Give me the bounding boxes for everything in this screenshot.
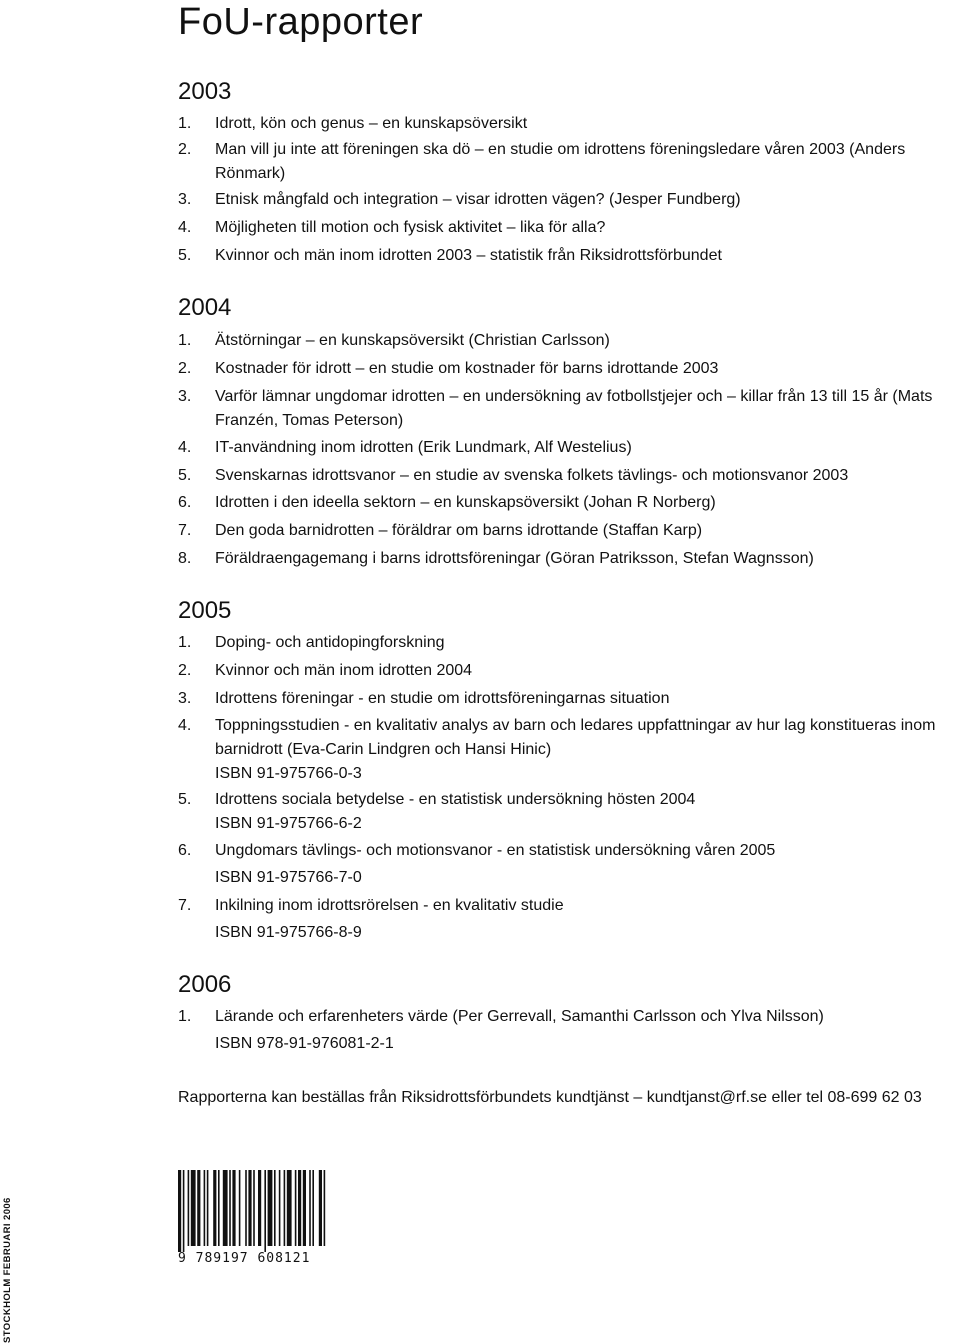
list-item: 4. Möjligheten till motion och fysisk aktivitet – lika för alla? [178,219,606,236]
barcode-bar [312,1170,314,1246]
barcode-bar [279,1170,281,1246]
barcode-bar [287,1170,292,1246]
isbn: ISBN 91-975766-6-2 [215,815,362,832]
barcode-bar [191,1170,196,1246]
list-item: 5. Idrottens sociala betydelse - en statistisk undersökning hösten 2004 ISBN 91-975766-6-2 [178,788,948,836]
barcode-bar [295,1170,297,1246]
list-item: 5. Kvinnor och män inom idrotten 2003 – statistik från Riksidrottsförbundet [178,247,722,264]
barcode-bar [253,1170,255,1246]
year-heading-2005: 2005 [178,597,232,624]
barcode-bar [232,1170,235,1246]
list-item: 3. Etnisk mångfald och integration – visar idrotten vägen? (Jesper Fundberg) [178,191,741,208]
barcode-bar [258,1170,261,1246]
barcode-bar [284,1170,286,1246]
barcode-bar [274,1170,276,1246]
barcode-bar [207,1170,209,1246]
barcode-bar [245,1170,247,1246]
list-item: 2. Man vill ju inte att föreningen ska dö – en studie om idrottens föreningsledare våren 2003 (Anders Rönmark) [178,141,906,182]
year-heading-2004: 2004 [178,294,232,321]
barcode-bar [239,1170,241,1246]
list-item: 3. Varför lämnar ungdomar idrotten – en undersökning av fotbollstjejer och – killar från 13 till 15 år (Mats Franzén, Tomas Peterson) [178,388,933,429]
imprint-vertical: STOCKHOLM FEBRUARI 2006 [2,1197,13,1343]
barcode-bar [324,1170,326,1246]
barcode-bar [178,1170,181,1252]
list-item: 2. Kostnader för idrott – en studie om kostnader för barns idrottande 2003 [178,360,719,377]
barcode-bar [197,1170,200,1246]
barcode-bar [218,1170,220,1246]
barcode-bar [298,1170,301,1246]
barcode-bar [183,1170,185,1252]
list-item: 6. Idrotten i den ideella sektorn – en kunskapsöversikt (Johan R Norberg) [178,494,716,511]
list-item: 6. Ungdomars tävlings- och motionsvanor - en statistisk undersökning våren 2005 ISBN 91-975766-7-0 [178,839,948,890]
barcode-digits: 9 789197 608121 [178,1251,311,1266]
list-item: 1. Doping- och antidopingforskning [178,634,445,651]
barcode-bar [268,1170,273,1246]
list-item: 1. Ätstörningar – en kunskapsöversikt (Christian Carlsson) [178,332,610,349]
year-heading-2003: 2003 [178,78,232,105]
isbn: ISBN 91-975766-8-9 [215,924,362,941]
year-heading-2006: 2006 [178,971,232,998]
barcode-bar [188,1170,190,1246]
isbn: ISBN 978-91-976081-2-1 [215,1035,394,1052]
list-item: 1. Idrott, kön och genus – en kunskapsöversikt [178,115,528,132]
list-item: 1. Lärande och erfarenheters värde (Per Gerrevall, Samanthi Carlsson och Ylva Nilsson) ISBN 978-91-976081-2-1 [178,1005,948,1056]
list-item: 2. Kvinnor och män inom idrotten 2004 [178,662,473,679]
page-title: FoU-rapporter [178,1,424,43]
barcode-bar [213,1170,216,1246]
list-item: 4. Toppningsstudien - en kvalitativ analys av barn och ledares uppfattningar av hur lag konstitueras inom barnidrott (Eva-Carin Lindgren och Hansi Hinic) ISBN 91-975766-0-3 [178,714,948,786]
barcode-bar [229,1170,231,1246]
barcode-bar [264,1170,266,1252]
barcode-bar [223,1170,228,1246]
isbn: ISBN 91-975766-7-0 [215,869,362,886]
barcode-graphic [172,1168,332,1252]
list-item: 4. IT-användning inom idrotten (Erik Lundmark, Alf Westelius) [178,439,632,456]
isbn: ISBN 91-975766-0-3 [215,765,362,782]
barcode-bar [303,1170,306,1246]
list-item: 7. Den goda barnidrotten – föräldrar om barns idrottande (Staffan Karp) [178,522,703,539]
barcode-bar [309,1170,311,1246]
list-item: 5. Svenskarnas idrottsvanor – en studie av svenska folkets tävlings- och motionsvanor 2003 [178,467,849,484]
barcode-bar [204,1170,206,1246]
list-item: 7. Inkilning inom idrottsrörelsen - en kvalitativ studie ISBN 91-975766-8-9 [178,894,948,945]
list-item: 3. Idrottens föreningar - en studie om idrottsföreningarnas situation [178,690,670,707]
barcode-bar [319,1170,322,1246]
list-item: 8. Föräldraengagemang i barns idrottsföreningar (Göran Patriksson, Stefan Wagnsson) [178,550,814,567]
barcode-bar [248,1170,251,1246]
order-info: Rapporterna kan beställas från Riksidrottsförbundets kundtjänst – kundtjanst@rf.se eller tel 08-699 62 03 [178,1089,922,1106]
